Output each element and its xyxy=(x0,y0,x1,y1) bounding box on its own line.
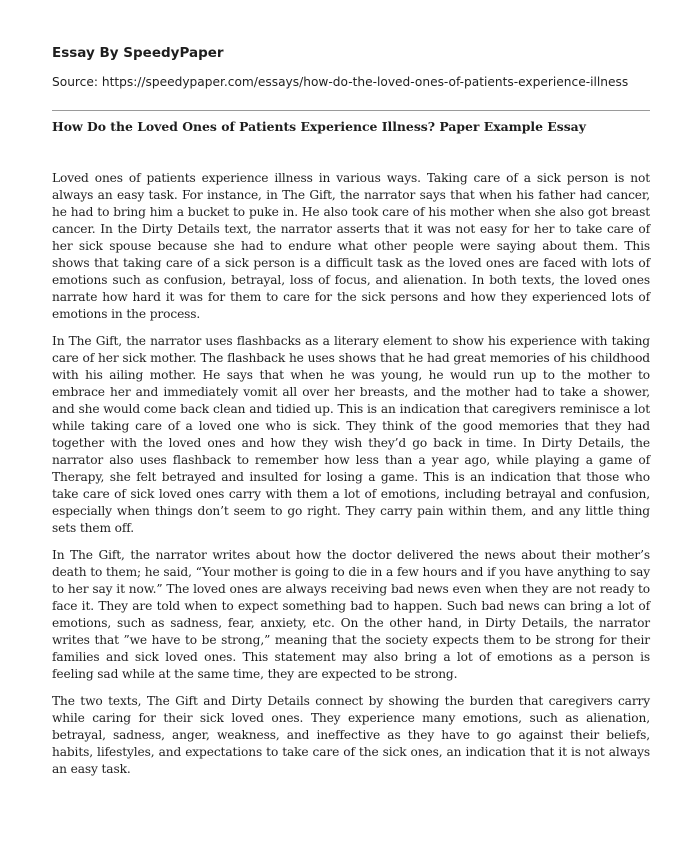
essay-title: How Do the Loved Ones of Patients Experience Illness? Paper Example Essay xyxy=(52,119,586,134)
essay-paragraph-3: In The Gift, the narrator writes about how the doctor delivered the news about their mother’s death to them; he said, “Your mother is going to die in a few hours and if you have anything to say to her say it now.” The loved ones are always receiving bad news even when they are not ready to face it. They are told when to expect something bad to happen. Such bad news can bring a lot of emotions, such as sadness, fear, anxiety, etc. On the other hand, in Dirty Details, the narrator writes that ”we have to be strong,” meaning that the society expects them to be strong for their families and sick loved ones. This statement may also bring a lot of emotions as a person is feeling sad while at the same time, they are expected to be strong. xyxy=(52,548,650,681)
essay-author-heading: Essay By SpeedyPaper xyxy=(52,45,224,61)
header-divider xyxy=(52,110,650,111)
essay-body xyxy=(52,170,650,788)
essay-paragraph-4: The two texts, The Gift and Dirty Details connect by showing the burden that caregivers carry while caring for their sick loved ones. They experience many emotions, such as alienation, betrayal, sadness, anger, weakness, and ineffective as they have to go against their beliefs, habits, lifestyles, and expectations to take care of the sick ones, an indication that it is not always an easy task. xyxy=(52,694,650,776)
essay-paragraph-2: In The Gift, the narrator uses flashbacks as a literary element to show his experience with taking care of her sick mother. The flashback he uses shows that he had great memories of his childhood with his ailing mother. He says that when he was young, he would run up to the mother to embrace her and immediately vomit all over her breasts, and the mother had to take a shower, and she would come back clean and tidied up. This is an indication that caregivers reminisce a lot while taking care of a loved one who is sick. They think of the good memories that they had together with the loved ones and how they wish they’d go back in time. In Dirty Details, the narrator also uses flashback to remember how less than a year ago, while playing a game of Therapy, she felt betrayed and insulted for losing a game. This is an indication that those who take care of sick loved ones carry with them a lot of emotions, including betrayal and confusion, especially when things don’t seem to go right. They carry pain within them, and any little thing sets them off. xyxy=(52,334,650,535)
essay-paragraph-1: Loved ones of patients experience illness in various ways. Taking care of a sick person is not always an easy task. For instance, in The Gift, the narrator says that when his father had cancer, he had to bring him a bucket to puke in. He also took care of his mother when she also got breast cancer. In the Dirty Details text, the narrator asserts that it was not easy for her to take care of her sick spouse because she had to endure what other people were saying about them. This shows that taking care of a sick person is a difficult task as the loved ones are faced with lots of emotions such as confusion, betrayal, loss of focus, and alienation. In both texts, the loved ones narrate how hard it was for them to care for the sick persons and how they experienced lots of emotions in the process. xyxy=(52,171,650,321)
essay-source-line: Source: https://speedypaper.com/essays/how-do-the-loved-ones-of-patients-experience-illness xyxy=(52,75,629,89)
